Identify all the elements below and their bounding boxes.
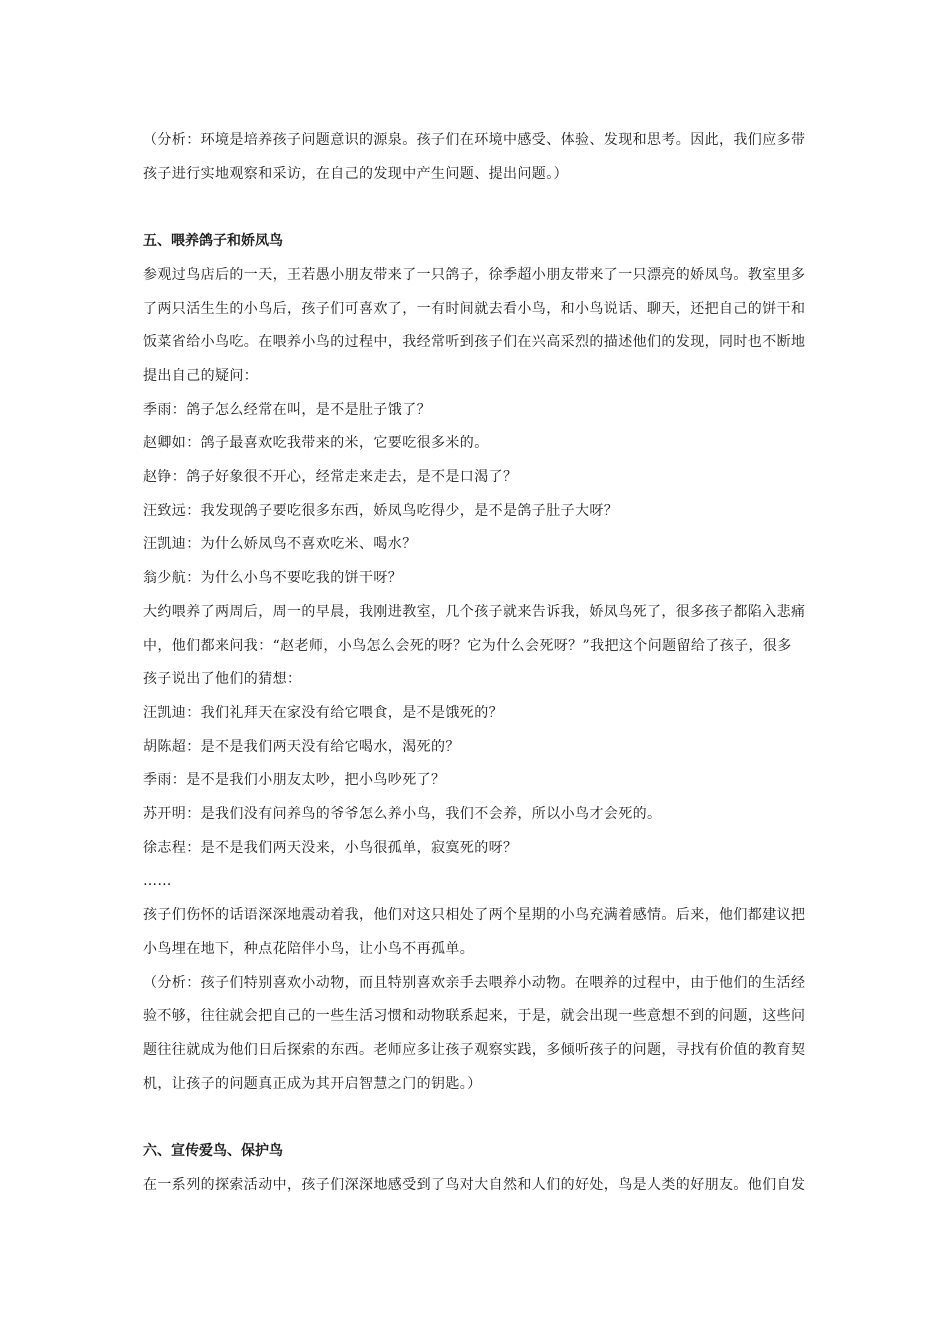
- text-line: （分析：孩子们特别喜欢小动物，而且特别喜欢亲手去喂养小动物。在喂养的过程中，由于他们的生活经: [143, 974, 806, 991]
- section-6-heading: 六、宣传爱鸟、保护鸟: [143, 1143, 283, 1160]
- text-line: （分析：环境是培养孩子问题意识的源泉。孩子们在环境中感受、体验、发现和思考。因此，我们应多带: [143, 132, 806, 148]
- question-line: 赵卿如：鸽子最喜欢吃我带来的米，它要吃很多米的。: [143, 435, 489, 452]
- text-line: 饭菜省给小鸟吃。在喂养小鸟的过程中，我经常听到孩子们在兴高采烈的描述他们的发现，同时也不断地: [143, 334, 806, 351]
- text-line: 孩子进行实地观察和采访，在自己的发现中产生问题、提出问题。）: [143, 165, 568, 182]
- guess-line: 胡陈超：是不是我们两天没有给它喝水，渴死的？: [143, 738, 460, 755]
- text-line: 验不够，往往就会把自己的一些生活习惯和动物联系起来，于是，就会出现一些意想不到的问题，这些问: [143, 1008, 806, 1025]
- guess-line: 季雨：是不是我们小朋友太吵，把小鸟吵死了？: [143, 772, 446, 789]
- section-6-intro: [143, 1169, 808, 1203]
- text-line: 孩子说出了他们的猜想：: [143, 671, 302, 688]
- question-line: 汪致远：我发现鸽子要吃很多东西，娇凤鸟吃得少，是不是鸽子肚子大呀？: [143, 502, 619, 519]
- text-line: 在一系列的探索活动中，孩子们深深地感受到了鸟对大自然和人们的好处，鸟是人类的好朋友。他们自发: [143, 1176, 806, 1193]
- analysis-paragraph-1: [143, 124, 808, 191]
- children-questions: [143, 394, 808, 596]
- ellipsis-line: ……: [143, 873, 172, 890]
- conclusion-paragraph: [143, 899, 808, 966]
- analysis-paragraph-2: [143, 967, 808, 1102]
- text-line: 机，让孩子的问题真正成为其开启智慧之门的钥匙。）: [143, 1075, 482, 1092]
- document-page: [143, 124, 808, 1202]
- question-line: 汪凯迪：为什么娇凤鸟不喜欢吃米、喝水？: [143, 536, 417, 553]
- guess-line: 汪凯迪：我们礼拜天在家没有给它喂食，是不是饿死的？: [143, 704, 503, 721]
- story-paragraph: [143, 596, 808, 697]
- guess-line: 徐志程：是不是我们两天没来，小鸟很孤单，寂寞死的呀？: [143, 839, 518, 856]
- text-line: 参观过鸟店后的一天，王若愚小朋友带来了一只鸽子，徐季超小朋友带来了一只漂亮的娇凤鸟。教室里多: [143, 266, 806, 283]
- text-line: 孩子们伤怀的话语深深地震动着我，他们对这只相处了两个星期的小鸟充满着感情。后来，他们都建议把: [143, 907, 806, 924]
- text-line: 题往往就成为他们日后探索的东西。老师应多让孩子观察实践，多倾听孩子的问题，寻找有价值的教育契: [143, 1041, 806, 1058]
- section-5-intro: [143, 259, 808, 394]
- question-line: 翁少航：为什么小鸟不要吃我的饼干呀？: [143, 570, 403, 587]
- text-line: 小鸟埋在地下，种点花陪伴小鸟，让小鸟不再孤单。: [143, 940, 475, 957]
- text-line: 提出自己的疑问：: [143, 367, 259, 384]
- section-5-heading: 五、喂养鸽子和娇凤鸟: [143, 233, 283, 250]
- children-guesses: [143, 697, 808, 899]
- question-line: 赵铮：鸽子好象很不开心，经常走来走去，是不是口渴了？: [143, 469, 518, 486]
- guess-line: 苏开明：是我们没有问养鸟的爷爷怎么养小鸟，我们不会养，所以小鸟才会死的。: [143, 806, 662, 823]
- text-line: 中，他们都来问我：“赵老师，小鸟怎么会死的呀？它为什么会死呀？”我把这个问题留给了孩子，很多: [143, 637, 792, 654]
- question-line: 季雨：鸽子怎么经常在叫，是不是肚子饿了？: [143, 401, 431, 418]
- text-line: 大约喂养了两周后，周一的早晨，我刚进教室，几个孩子就来告诉我，娇凤鸟死了，很多孩子都陷入悲痛: [143, 603, 806, 620]
- text-line: 了两只活生生的小鸟后，孩子们可喜欢了，一有时间就去看小鸟，和小鸟说话、聊天，还把自己的饼干和: [143, 300, 806, 317]
